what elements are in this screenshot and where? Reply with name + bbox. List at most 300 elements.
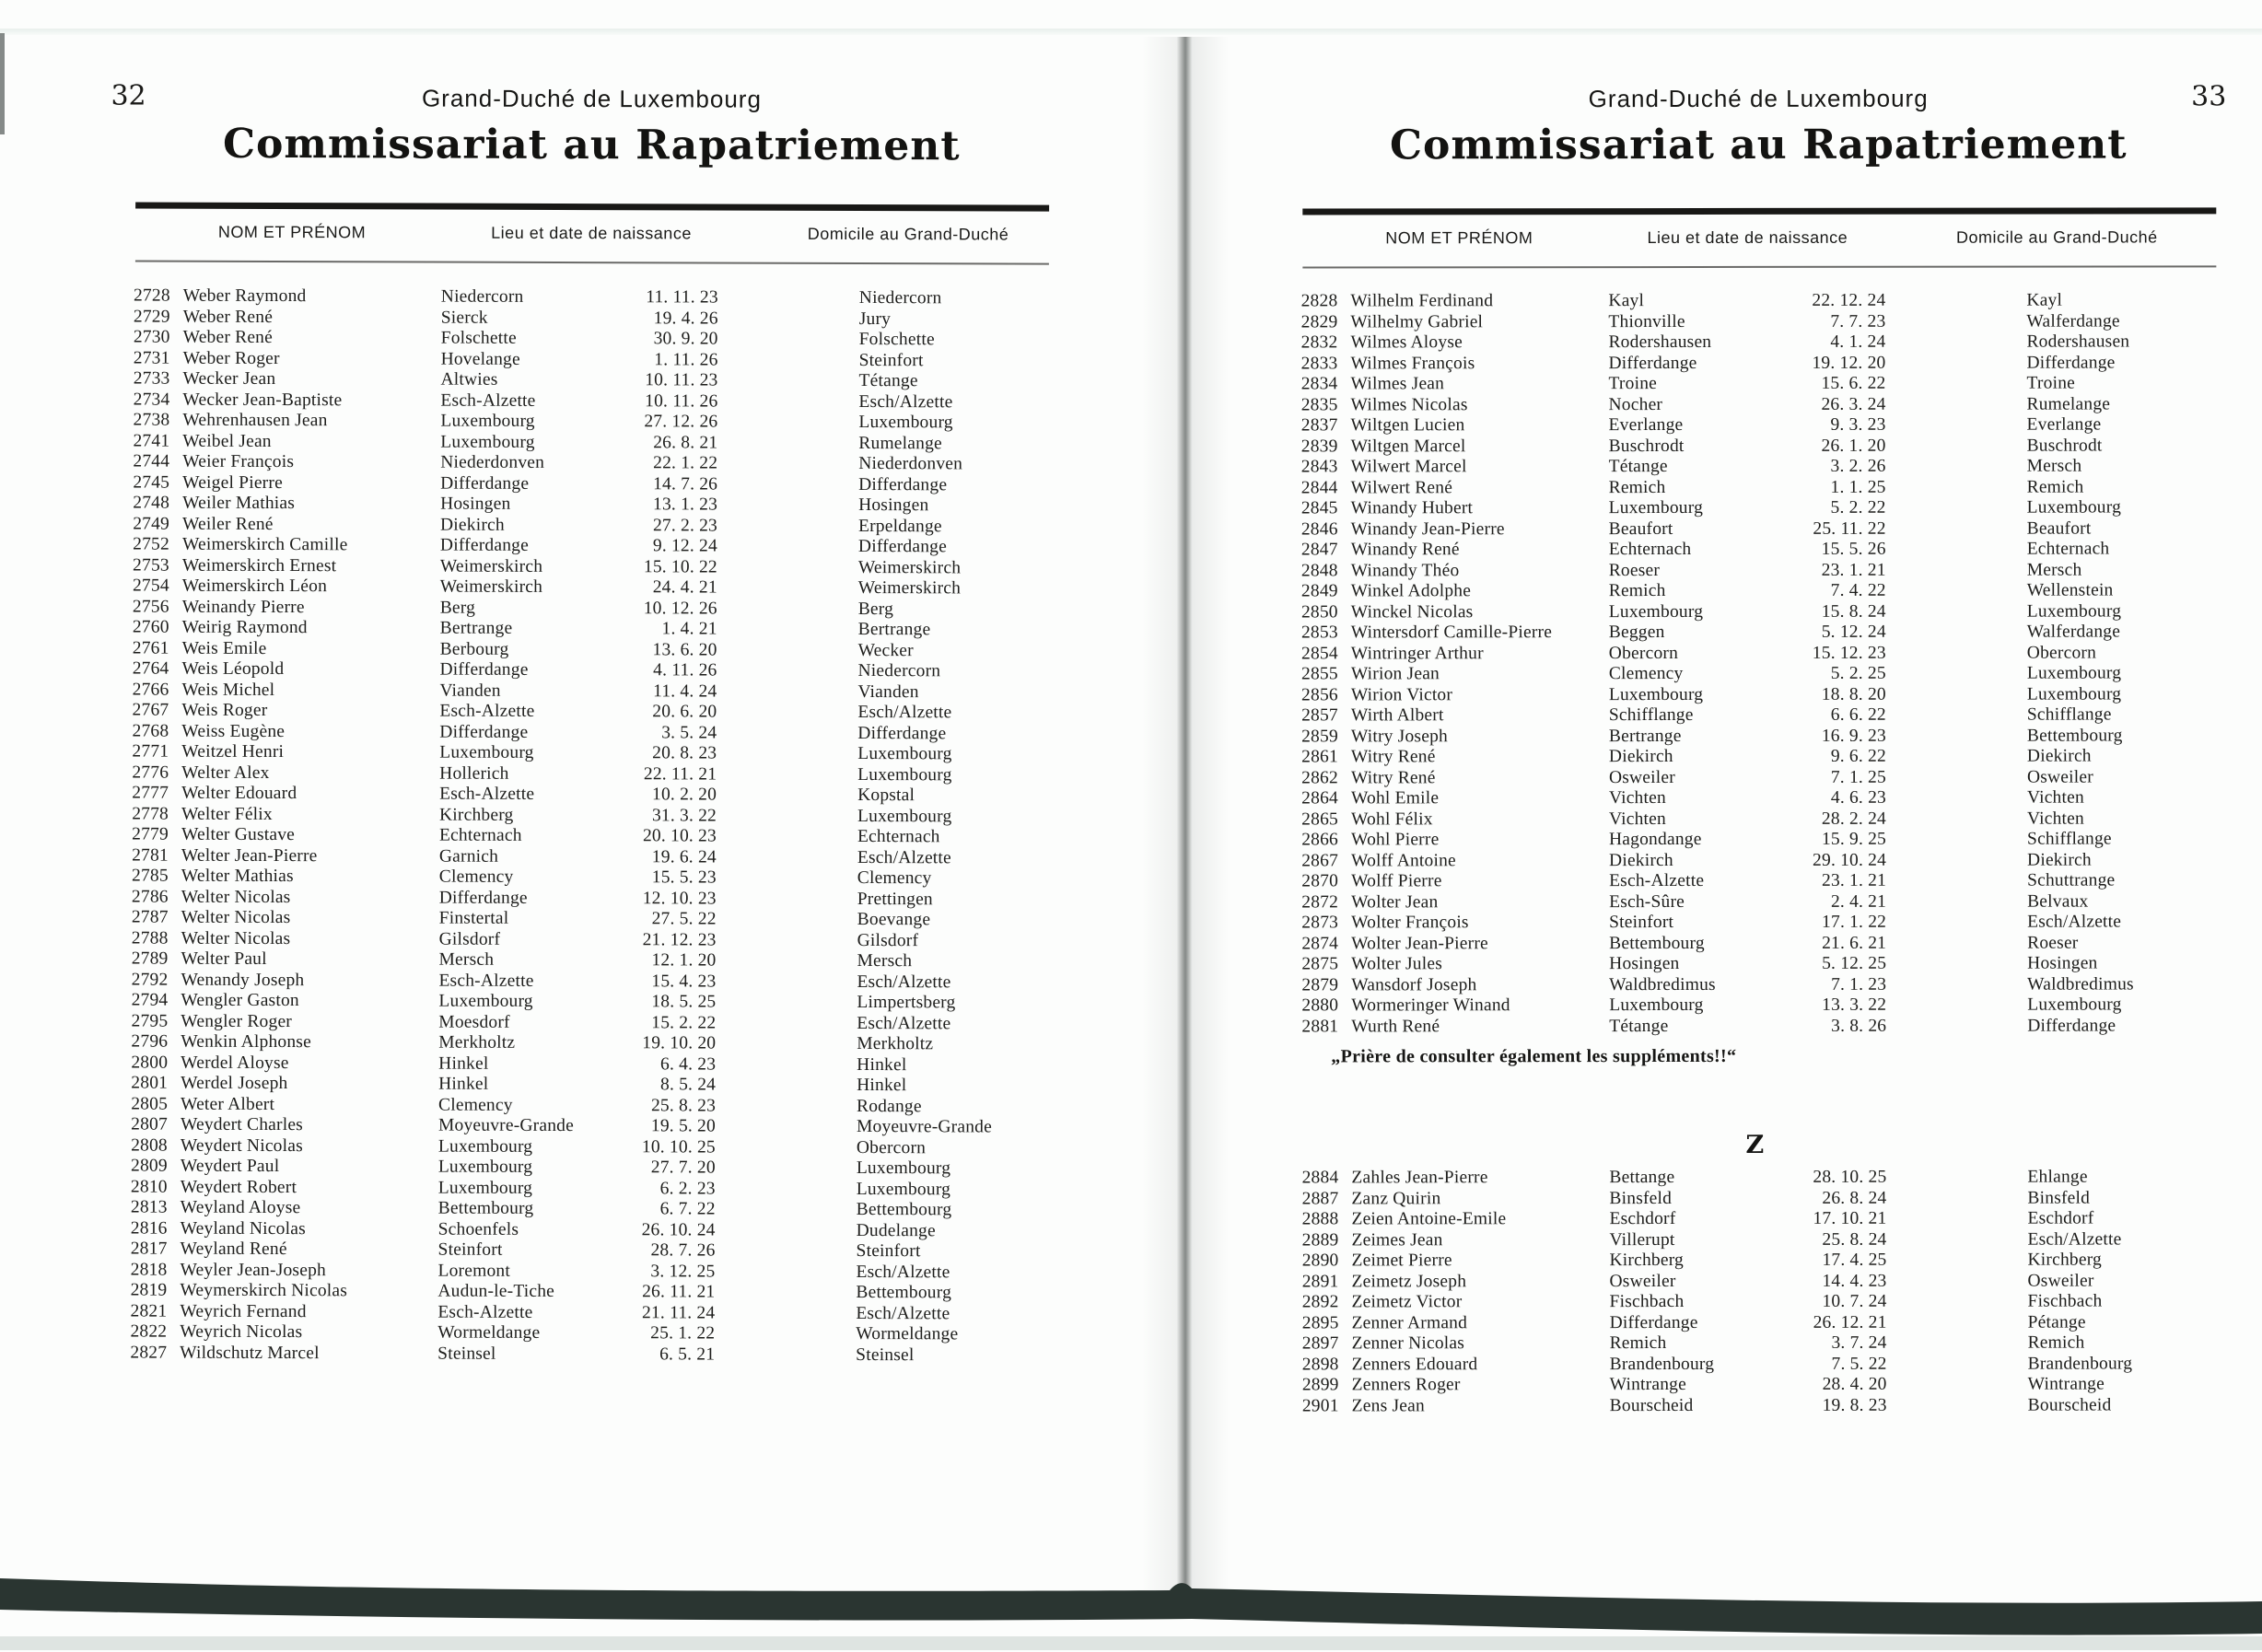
row-domicile: Luxembourg: [2026, 497, 2122, 518]
row-number: 2854: [1300, 643, 1338, 663]
page-number: 32: [111, 79, 146, 112]
row-birthplace: Echternach: [438, 825, 522, 845]
row-domicile: Weimerskirch: [857, 557, 962, 577]
row-number: 2865: [1301, 809, 1339, 829]
row-number: 2766: [132, 680, 169, 700]
bottom-scan-strip: [0, 1636, 2262, 1650]
page-number: 33: [2191, 80, 2227, 113]
row-number: 2867: [1301, 850, 1339, 870]
row-domicile: Luxembourg: [857, 743, 952, 764]
table-row: [1294, 622, 2224, 644]
row-birthdate: 19. 10. 20: [642, 1033, 717, 1053]
row-birthdate: 6. 5. 21: [659, 1344, 716, 1365]
row-birthplace: Schifflange: [1608, 705, 1694, 726]
row-name: Weirig Raymond: [181, 617, 308, 638]
row-birthdate: 22. 1. 22: [653, 453, 718, 473]
row-name: Wiltgen Lucien: [1350, 415, 1465, 436]
table-row: [125, 493, 1055, 517]
row-birthplace: Clemency: [438, 867, 514, 887]
row-birthdate: 14. 4. 23: [1822, 1271, 1887, 1291]
row-birthplace: Diekirch: [1608, 747, 1673, 767]
row-number: 2897: [1301, 1333, 1339, 1354]
row-name: Wolff Antoine: [1351, 850, 1456, 870]
row-name: Zenners Edouard: [1351, 1354, 1478, 1374]
row-birthplace: Brandenbourg: [1609, 1354, 1715, 1374]
table-row: [1294, 436, 2224, 458]
row-domicile: Differdange: [857, 723, 947, 743]
row-domicile: Vichten: [2026, 787, 2084, 808]
row-name: Wolter Jules: [1351, 954, 1443, 974]
row-birthplace: Differdange: [440, 473, 530, 494]
row-number: 2729: [133, 307, 170, 327]
row-birthplace: Esch-Alzette: [439, 784, 535, 804]
row-birthplace: Luxembourg: [1608, 601, 1704, 622]
row-number: 2859: [1301, 726, 1338, 746]
row-name: Weis Emile: [181, 638, 267, 658]
row-birthdate: 21. 12. 23: [642, 929, 717, 950]
table-row: [123, 1094, 1054, 1118]
row-birthplace: Differdange: [438, 888, 528, 908]
table-row: [122, 1321, 1053, 1345]
row-domicile: Schuttrange: [2027, 870, 2116, 890]
row-birthdate: 27. 12. 26: [644, 412, 718, 432]
row-number: 2889: [1301, 1229, 1339, 1250]
row-number: 2749: [133, 514, 170, 534]
row-birthdate: 27. 7. 20: [650, 1158, 716, 1178]
row-number: 2839: [1300, 436, 1338, 456]
table-row: [124, 700, 1055, 724]
row-birthplace: Nocher: [1608, 394, 1663, 414]
table-row: [1294, 767, 2224, 789]
row-birthdate: 15. 5. 23: [651, 867, 717, 888]
row-birthdate: 7. 1. 25: [1830, 767, 1886, 787]
table-row: [125, 597, 1055, 621]
table-row: [1294, 829, 2224, 851]
row-birthdate: 21. 11. 24: [642, 1302, 716, 1323]
row-name: Wilwert René: [1350, 477, 1453, 497]
row-number: 2752: [133, 534, 169, 554]
row-birthdate: 14. 7. 26: [653, 473, 718, 494]
row-birthplace: Weimerskirch: [439, 556, 543, 576]
row-domicile: Wellenstein: [2026, 580, 2114, 600]
row-name: Weimerskirch Camille: [181, 534, 348, 555]
row-domicile: Troine: [2026, 373, 2076, 393]
table-row: [1295, 1312, 2225, 1334]
row-birthplace: Folschette: [440, 328, 517, 348]
row-name: Zeimes Jean: [1351, 1229, 1443, 1250]
row-birthplace: Binsfeld: [1609, 1188, 1673, 1208]
row-domicile: Rodange: [857, 1096, 922, 1116]
row-name: Zeimetz Joseph: [1351, 1271, 1467, 1291]
table-row: [124, 680, 1055, 704]
row-birthdate: 20. 8. 23: [652, 743, 717, 763]
row-domicile: Wintrange: [2027, 1374, 2105, 1394]
row-birthdate: 25. 8. 23: [650, 1095, 717, 1116]
row-number: 2767: [132, 700, 169, 720]
row-number: 2756: [132, 597, 169, 617]
row-number: 2846: [1300, 518, 1338, 539]
bottom-scan-bar: [0, 1565, 2262, 1637]
row-domicile: Luxembourg: [856, 1179, 951, 1199]
table-row: [123, 1053, 1054, 1076]
row-birthdate: 28. 4. 20: [1822, 1374, 1887, 1394]
row-number: 2813: [130, 1197, 168, 1217]
row-birthdate: 17. 1. 22: [1822, 912, 1887, 932]
row-name: Wengler Roger: [181, 1011, 293, 1031]
row-number: 2761: [132, 638, 169, 658]
row-domicile: Mersch: [857, 950, 913, 971]
row-name: Wehrenhausen Jean: [182, 410, 328, 431]
row-domicile: Niedercorn: [858, 287, 942, 308]
row-domicile: Roeser: [2027, 933, 2079, 953]
row-number: 2779: [132, 824, 169, 844]
header-rule-thick: [135, 203, 1049, 212]
row-birthplace: Esch-Alzette: [1609, 870, 1705, 891]
table-row: [1293, 373, 2223, 395]
table-row: [1295, 1354, 2225, 1376]
row-name: Witry René: [1350, 767, 1436, 787]
row-number: 2788: [131, 928, 169, 948]
row-name: Werdel Aloyse: [181, 1053, 289, 1073]
table-row: [1294, 933, 2224, 955]
row-domicile: Kopstal: [857, 785, 915, 806]
row-birthplace: Mersch: [438, 949, 495, 970]
row-name: Weimerskirch Léon: [181, 576, 328, 597]
row-name: Winandy Hubert: [1350, 498, 1474, 518]
row-birthdate: 15. 2. 22: [651, 1012, 717, 1033]
table-row: [124, 804, 1055, 828]
table-row: [1295, 1271, 2225, 1293]
row-birthdate: 28. 10. 25: [1813, 1167, 1887, 1187]
row-birthdate: 15. 8. 24: [1821, 601, 1886, 622]
row-birthdate: 18. 5. 25: [651, 992, 717, 1012]
row-number: 2879: [1301, 974, 1339, 995]
row-birthdate: 19. 12. 20: [1812, 353, 1886, 373]
row-number: 2778: [132, 804, 169, 824]
row-name: Winckel Nicolas: [1350, 601, 1474, 622]
row-birthdate: 25. 11. 22: [1813, 518, 1886, 539]
row-birthdate: 30. 9. 20: [653, 329, 718, 349]
row-name: Weydert Paul: [180, 1156, 280, 1177]
row-number: 2888: [1301, 1209, 1339, 1229]
row-birthdate: 5. 12. 24: [1821, 622, 1886, 642]
table-row: [1294, 601, 2224, 623]
row-birthdate: 6. 6. 22: [1830, 704, 1886, 725]
row-name: Wenkin Alphonse: [181, 1031, 312, 1053]
row-domicile: Walferdange: [2026, 311, 2120, 332]
row-number: 2844: [1300, 477, 1338, 497]
row-number: 2853: [1300, 622, 1338, 643]
row-birthdate: 15. 5. 26: [1821, 539, 1886, 559]
row-birthdate: 10. 11. 26: [645, 390, 718, 412]
row-name: Wilmes Aloyse: [1350, 332, 1463, 353]
row-domicile: Schifflange: [2026, 704, 2112, 725]
table-row: [124, 824, 1055, 848]
row-number: 2738: [133, 410, 170, 430]
row-domicile: Esch/Alzette: [856, 1262, 950, 1282]
row-number: 2821: [130, 1301, 168, 1321]
row-name: Welter Félix: [181, 804, 273, 824]
row-name: Zanz Quirin: [1351, 1188, 1441, 1208]
row-birthdate: 2. 4. 21: [1830, 891, 1887, 912]
row-number: 2734: [133, 390, 170, 410]
table-row: [125, 472, 1055, 496]
row-birthplace: Esch-Alzette: [438, 971, 534, 991]
row-birthplace: Garnich: [438, 846, 499, 867]
table-row: [124, 741, 1055, 765]
table-row: [1294, 518, 2224, 541]
row-birthdate: 17. 4. 25: [1822, 1250, 1887, 1270]
row-birthdate: 5. 12. 25: [1822, 953, 1887, 973]
row-birthdate: 10. 2. 20: [652, 785, 717, 805]
repatriation-table-left: [122, 285, 1056, 1366]
row-birthdate: 16. 9. 23: [1821, 726, 1886, 746]
row-birthplace: Merkholtz: [438, 1032, 516, 1053]
row-birthdate: 19. 4. 26: [653, 308, 718, 329]
table-row: [124, 762, 1055, 786]
row-name: Weber Raymond: [182, 285, 307, 307]
column-header-birth: Lieu et date de naissance: [491, 223, 692, 243]
row-domicile: Bettembourg: [856, 1199, 952, 1220]
table-row: [125, 534, 1055, 558]
row-number: 2776: [132, 762, 169, 783]
table-row: [122, 1260, 1053, 1284]
table-row: [123, 1031, 1054, 1055]
row-birthdate: 17. 10. 21: [1813, 1208, 1887, 1228]
row-number: 2744: [133, 451, 170, 471]
row-domicile: Pétange: [2027, 1312, 2086, 1332]
row-birthdate: 26. 3. 24: [1821, 394, 1886, 414]
row-birthplace: Differdange: [439, 659, 529, 680]
row-birthplace: Luxembourg: [1609, 995, 1704, 1016]
row-name: Welter Gustave: [181, 824, 296, 845]
row-birthplace: Altwies: [440, 369, 498, 390]
row-number: 2848: [1300, 560, 1338, 580]
table-row: [123, 1156, 1054, 1180]
table-row: [1295, 1395, 2225, 1417]
row-birthplace: Hosingen: [440, 494, 511, 514]
table-row: [1293, 290, 2223, 312]
row-number: 2818: [130, 1260, 168, 1280]
row-name: Welter Jean-Pierre: [181, 845, 318, 866]
row-number: 2837: [1300, 415, 1338, 436]
row-name: Wilhelm Ferdinand: [1350, 291, 1494, 311]
row-birthdate: 4. 6. 23: [1830, 787, 1886, 808]
row-domicile: Tétange: [858, 370, 918, 391]
row-number: 2816: [130, 1218, 168, 1239]
row-birthplace: Luxembourg: [1608, 497, 1704, 518]
row-domicile: Berg: [857, 599, 894, 619]
row-number: 2753: [133, 555, 169, 576]
row-domicile: Luxembourg: [2026, 601, 2122, 622]
row-birthplace: Everlange: [1608, 415, 1684, 436]
row-domicile: Belvaux: [2027, 891, 2089, 912]
row-name: Weber Roger: [182, 348, 280, 368]
row-domicile: Weimerskirch: [857, 577, 962, 599]
row-birthplace: Luxembourg: [440, 411, 535, 431]
row-name: Welter Paul: [181, 948, 267, 969]
table-row: [125, 390, 1055, 413]
row-name: Wolter Jean-Pierre: [1351, 933, 1488, 953]
row-number: 2845: [1300, 498, 1338, 518]
row-domicile: Kirchberg: [2027, 1250, 2103, 1270]
row-name: Winandy Jean-Pierre: [1350, 518, 1505, 539]
row-number: 2819: [130, 1280, 168, 1300]
row-birthplace: Luxembourg: [437, 1157, 533, 1177]
row-name: Weibel Jean: [182, 431, 272, 451]
table-row: [125, 555, 1055, 579]
row-name: Wenandy Joseph: [181, 970, 305, 990]
row-birthdate: 11. 11. 23: [646, 287, 718, 308]
table-row: [1294, 1229, 2224, 1251]
row-domicile: Mersch: [2026, 456, 2082, 476]
row-number: 2796: [131, 1031, 169, 1052]
row-birthplace: Wintrange: [1609, 1375, 1686, 1395]
row-number: 2785: [131, 866, 169, 886]
row-birthplace: Bettembourg: [437, 1198, 534, 1218]
row-birthdate: 4. 1. 24: [1830, 332, 1886, 352]
row-number: 2828: [1300, 291, 1338, 311]
header-rule-thick: [1302, 207, 2216, 215]
row-domicile: Esch/Alzette: [2027, 912, 2122, 932]
row-domicile: Bertrange: [857, 619, 931, 640]
table-row: [124, 866, 1055, 890]
table-row: [124, 907, 1055, 931]
row-domicile: Binsfeld: [2027, 1188, 2091, 1208]
table-row: [123, 1135, 1054, 1159]
row-name: Zeien Antoine-Emile: [1351, 1209, 1507, 1229]
row-birthdate: 26. 1. 20: [1821, 436, 1886, 456]
table-row: [125, 638, 1055, 662]
row-number: 2808: [131, 1135, 168, 1156]
table-row: [124, 658, 1055, 682]
row-number: 2792: [131, 970, 169, 990]
row-domicile: Folschette: [858, 329, 935, 350]
repatriation-table-right: [1293, 290, 2224, 1037]
row-domicile: Fischbach: [2027, 1291, 2103, 1311]
row-number: 2862: [1301, 767, 1338, 787]
row-name: Weyland Aloyse: [180, 1197, 301, 1218]
row-birthplace: Remich: [1608, 581, 1666, 601]
row-name: Welter Alex: [181, 762, 270, 783]
row-birthdate: 27. 2. 23: [652, 515, 718, 536]
row-domicile: Echternach: [857, 826, 940, 847]
row-birthdate: 7. 5. 22: [1831, 1354, 1887, 1374]
row-birthdate: 31. 3. 22: [651, 805, 717, 826]
table-row: [123, 1073, 1054, 1097]
row-domicile: Osweiler: [2027, 1271, 2094, 1291]
row-birthdate: 15. 10. 22: [643, 556, 717, 577]
row-birthdate: 25. 1. 22: [650, 1323, 716, 1344]
row-birthdate: 29. 10. 24: [1813, 850, 1887, 870]
row-domicile: Obercorn: [856, 1137, 927, 1158]
table-row: [1294, 477, 2224, 499]
page-fold: [1142, 37, 1229, 1602]
table-row: [1294, 870, 2224, 892]
row-domicile: Remich: [2027, 1332, 2085, 1353]
row-number: 2809: [130, 1156, 168, 1176]
row-domicile: Esch/Alzette: [857, 971, 951, 992]
row-domicile: Rodershausen: [2026, 332, 2130, 352]
row-birthdate: 15. 6. 22: [1821, 373, 1886, 393]
row-name: Wormeringer Winand: [1351, 995, 1510, 1016]
row-domicile: Luxembourg: [2027, 995, 2122, 1015]
row-domicile: Diekirch: [2027, 850, 2092, 870]
row-domicile: Luxembourg: [856, 1158, 951, 1179]
row-name: Welter Nicolas: [181, 887, 291, 907]
row-domicile: Echternach: [2026, 539, 2110, 559]
row-birthplace: Vichten: [1608, 809, 1666, 829]
row-domicile: Moyeuvre-Grande: [856, 1116, 993, 1137]
row-domicile: Differdange: [858, 474, 948, 494]
row-name: Wintringer Arthur: [1350, 643, 1484, 663]
row-domicile: Luxembourg: [2026, 684, 2122, 704]
row-birthplace: Steinfort: [437, 1239, 503, 1260]
row-name: Wirion Victor: [1350, 684, 1453, 704]
row-name: Wildschutz Marcel: [180, 1343, 320, 1363]
row-birthdate: 13. 3. 22: [1822, 995, 1887, 1015]
table-row: [1294, 539, 2224, 561]
row-birthplace: Luxembourg: [437, 1136, 533, 1157]
row-domicile: Rumelange: [858, 433, 942, 453]
row-domicile: Wecker: [857, 640, 914, 660]
row-name: Welter Nicolas: [181, 907, 291, 928]
row-domicile: Boevange: [857, 909, 931, 930]
row-birthplace: Bourscheid: [1609, 1395, 1694, 1415]
table-row: [1294, 1016, 2224, 1038]
row-domicile: Bettembourg: [2026, 726, 2123, 746]
row-domicile: Hosingen: [858, 494, 929, 516]
row-number: 2849: [1300, 581, 1338, 601]
row-name: Weydert Nicolas: [180, 1135, 303, 1156]
column-header-birth: Lieu et date de naissance: [1647, 227, 1848, 248]
row-domicile: Schifflange: [2027, 829, 2112, 849]
row-number: 2771: [132, 741, 169, 762]
table-row: [123, 970, 1054, 994]
row-name: Welter Nicolas: [181, 928, 291, 948]
row-number: 2835: [1300, 394, 1338, 414]
row-birthdate: 3. 12. 25: [650, 1261, 716, 1282]
row-birthplace: Fischbach: [1609, 1292, 1685, 1312]
row-domicile: Ehlange: [2027, 1167, 2088, 1187]
row-domicile: Diekirch: [2026, 746, 2092, 766]
row-birthdate: 6. 4. 23: [660, 1053, 717, 1075]
table-row: [1294, 726, 2224, 748]
row-domicile: Brandenbourg: [2027, 1354, 2133, 1374]
row-domicile: Bettembourg: [856, 1282, 952, 1303]
row-birthdate: 19. 5. 20: [650, 1116, 717, 1136]
row-birthdate: 13. 6. 20: [652, 639, 717, 660]
table-row: [123, 1197, 1054, 1221]
page-title: Commissariat au Rapatriement: [1389, 121, 2128, 169]
bottom-bar-path: [0, 1578, 2262, 1635]
row-domicile: Osweiler: [2026, 767, 2093, 787]
row-birthdate: 1. 4. 21: [661, 619, 717, 639]
row-domicile: Hinkel: [857, 1054, 907, 1075]
row-birthplace: Wormeldange: [437, 1322, 541, 1343]
table-row: [1294, 580, 2224, 602]
row-number: 2795: [131, 1011, 169, 1031]
row-number: 2866: [1301, 830, 1339, 850]
row-domicile: Luxembourg: [2026, 663, 2122, 683]
row-birthplace: Vianden: [439, 681, 501, 701]
table-row: [1294, 912, 2224, 934]
table-row: [1293, 353, 2223, 375]
table-row: [126, 307, 1056, 331]
row-number: 2741: [133, 431, 170, 451]
table-row: [1294, 643, 2224, 665]
row-birthplace: Niedercorn: [440, 286, 524, 307]
